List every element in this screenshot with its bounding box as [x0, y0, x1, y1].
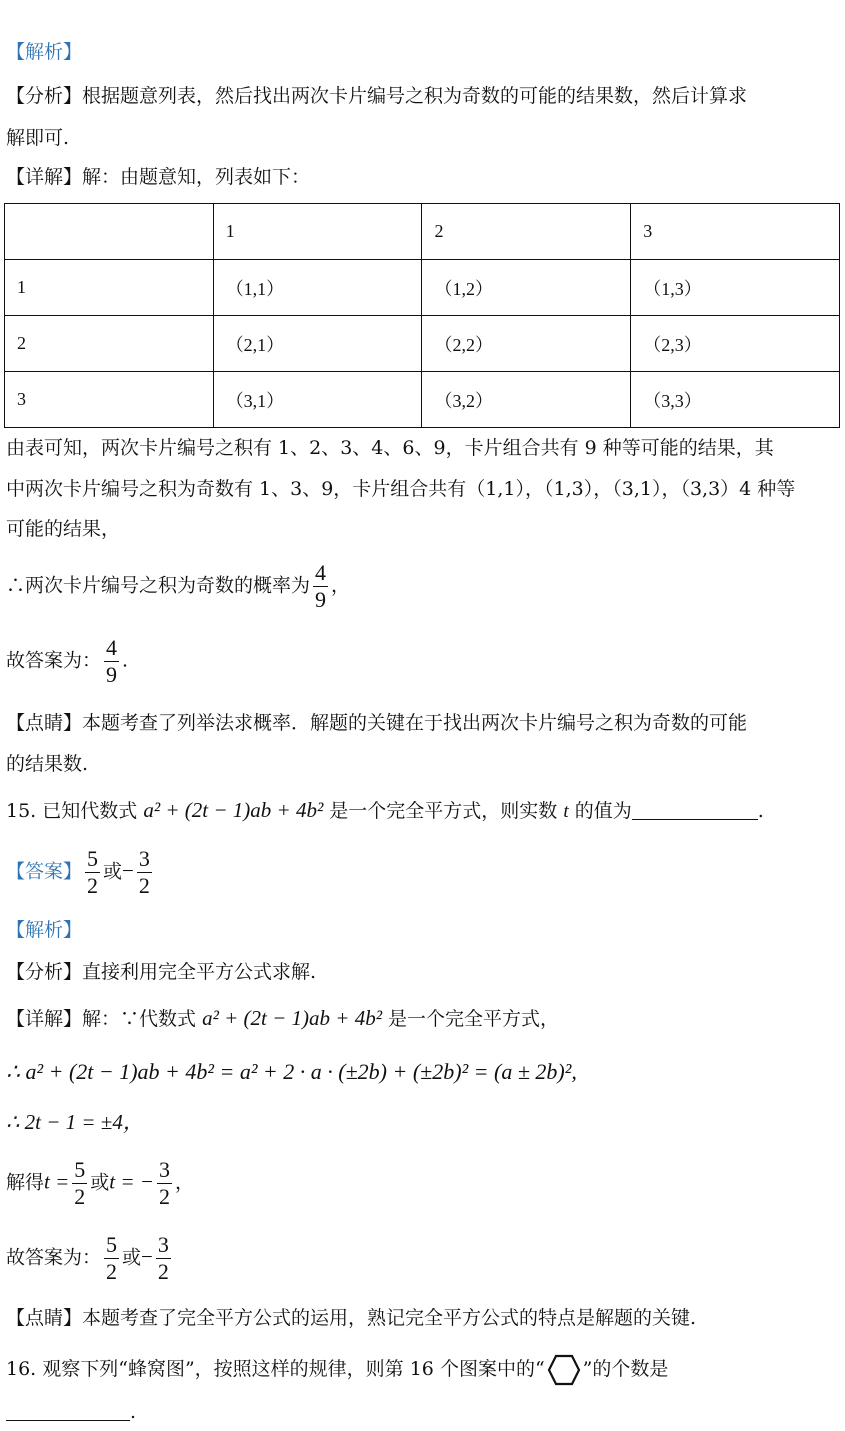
answer-15-line [6, 846, 155, 899]
answer-fraction [104, 635, 119, 688]
probability-fraction [313, 560, 328, 613]
table-cell: 3 [631, 204, 840, 260]
question-prefix: 15. 已知代数式 [6, 800, 138, 822]
table-cell: （1,1） [213, 260, 422, 316]
fraction-denominator: 2 [74, 1184, 86, 1209]
solution-line [6, 1157, 194, 1210]
table-cell: （3,2） [422, 372, 631, 428]
hexagon-icon [547, 1353, 581, 1387]
table-cell: 2 [422, 204, 631, 260]
table-row [5, 260, 840, 316]
answer-blank [632, 801, 758, 820]
punctuation: ， [331, 574, 351, 597]
answer-fraction [104, 1232, 119, 1285]
answer-fraction [137, 846, 152, 899]
solution-fraction [72, 1157, 87, 1210]
table-cell [5, 204, 214, 260]
answer-prefix: 故答案为： [6, 649, 102, 672]
table-cell: （2,2） [422, 316, 631, 372]
table-cell: （3,3） [631, 372, 840, 428]
fraction-numerator: 4 [315, 560, 327, 585]
probability-text: ∴两次卡片编号之积为奇数的概率为 [6, 574, 311, 597]
question-suffix: 的值为 [574, 800, 632, 822]
question-15 [6, 798, 764, 824]
fraction-denominator: 2 [138, 873, 150, 898]
or-text: 或 [103, 860, 123, 883]
question-suffix: ”的个数是 [582, 1358, 669, 1380]
punctuation: . [130, 1401, 137, 1423]
conclusion-line-1: 由表可知，两次卡片编号之积有 1、2、3、4、6、9，卡片组合共有 9 种等可能的结果，其 [6, 437, 774, 459]
fraction-numerator: 3 [158, 1157, 170, 1182]
comment-line-1-cont: 的结果数. [6, 753, 89, 775]
fraction-denominator: 9 [315, 587, 327, 612]
minus-sign: − [141, 1244, 153, 1269]
conclusion-line-2: 中两次卡片编号之积为奇数有 1、3、9，卡片组合共有（1,1），（1,3），（3,1），（3,3）4 种等 [6, 478, 796, 500]
or-text: 或 [122, 1246, 142, 1269]
probability-line [6, 560, 350, 613]
table-cell: 1 [5, 260, 214, 316]
detail-suffix: 是一个完全平方式， [388, 1008, 560, 1030]
answer-label: 【答案】 [6, 860, 83, 883]
comment-line-2: 【点睛】本题考查了完全平方公式的运用，熟记完全平方公式的特点是解题的关键. [6, 1307, 697, 1329]
table-cell: （1,2） [422, 260, 631, 316]
table-cell: 1 [213, 204, 422, 260]
fraction-denominator: 2 [106, 1259, 118, 1284]
fraction-numerator: 3 [157, 1232, 169, 1257]
solution-fraction [157, 1157, 172, 1210]
fraction-denominator: 9 [106, 662, 118, 687]
table-row [5, 316, 840, 372]
table-cell: （2,1） [213, 316, 422, 372]
solution-prefix: 解得 [6, 1171, 45, 1194]
expression: a² + (2t − 1)ab + 4b² [143, 798, 324, 822]
table-cell: （1,3） [631, 260, 840, 316]
outcome-table [4, 203, 840, 428]
fraction-numerator: 5 [87, 846, 99, 871]
or-text: 或 [90, 1171, 110, 1194]
fraction-numerator: 5 [74, 1157, 86, 1182]
analysis-line-2: 【分析】直接利用完全平方公式求解. [6, 961, 317, 983]
fraction-numerator: 3 [138, 846, 150, 871]
derivation-step-2: ∴ 2t − 1 = ±4， [6, 1110, 144, 1134]
answer-line-2 [6, 1232, 174, 1285]
answer-blank [6, 1402, 130, 1421]
answer-line-1 [6, 635, 128, 688]
conclusion-line-3: 可能的结果， [6, 518, 121, 540]
punctuation: ， [174, 1171, 194, 1194]
detail-line-1: 【详解】解：由题意知，列表如下： [6, 166, 311, 188]
t-equals-negative: t = − [109, 1169, 154, 1194]
fraction-denominator: 2 [87, 873, 99, 898]
fraction-denominator: 2 [158, 1184, 170, 1209]
t-equals: t = [44, 1169, 70, 1194]
table-row [5, 372, 840, 428]
detail-prefix: 【详解】解：∵代数式 [6, 1008, 197, 1030]
analysis-heading-1: 【解析】 [6, 41, 83, 63]
punctuation: . [757, 800, 764, 822]
expression: a² + (2t − 1)ab + 4b² [202, 1006, 382, 1030]
analysis-line-1: 【分析】根据题意列表，然后找出两次卡片编号之积为奇数的可能的结果数，然后计算求 [6, 85, 748, 107]
answer-prefix: 故答案为： [6, 1246, 102, 1269]
fraction-numerator: 4 [106, 635, 118, 660]
question-16-blank-line [6, 1400, 136, 1424]
answer-fraction [156, 1232, 171, 1285]
analysis-line-1-cont: 解即可. [6, 127, 70, 149]
answer-fraction [85, 846, 100, 899]
table-cell: 3 [5, 372, 214, 428]
table-cell: 2 [5, 316, 214, 372]
punctuation: . [122, 649, 129, 672]
variable: t [563, 801, 569, 822]
comment-line-1: 【点睛】本题考查了列举法求概率．解题的关键在于找出两次卡片编号之积为奇数的可能 [6, 712, 748, 734]
analysis-heading-2: 【解析】 [6, 919, 83, 941]
question-prefix: 16. 观察下列“蜂窝图”，按照这样的规律，则第 16 个图案中的“ [6, 1358, 545, 1380]
fraction-numerator: 5 [106, 1232, 118, 1257]
fraction-denominator: 2 [157, 1259, 169, 1284]
derivation-step-1: ∴ a² + (2t − 1)ab + 4b² = a² + 2 · a · (±2b) + (±2b)² = (a ± 2b)², [6, 1059, 577, 1084]
question-middle: 是一个完全平方式，则实数 [329, 800, 558, 822]
minus-sign: − [122, 858, 134, 883]
table-row [5, 204, 840, 260]
detail-line-2 [6, 1006, 559, 1031]
question-16 [6, 1353, 668, 1387]
table-cell: （3,1） [213, 372, 422, 428]
table-cell: （2,3） [631, 316, 840, 372]
